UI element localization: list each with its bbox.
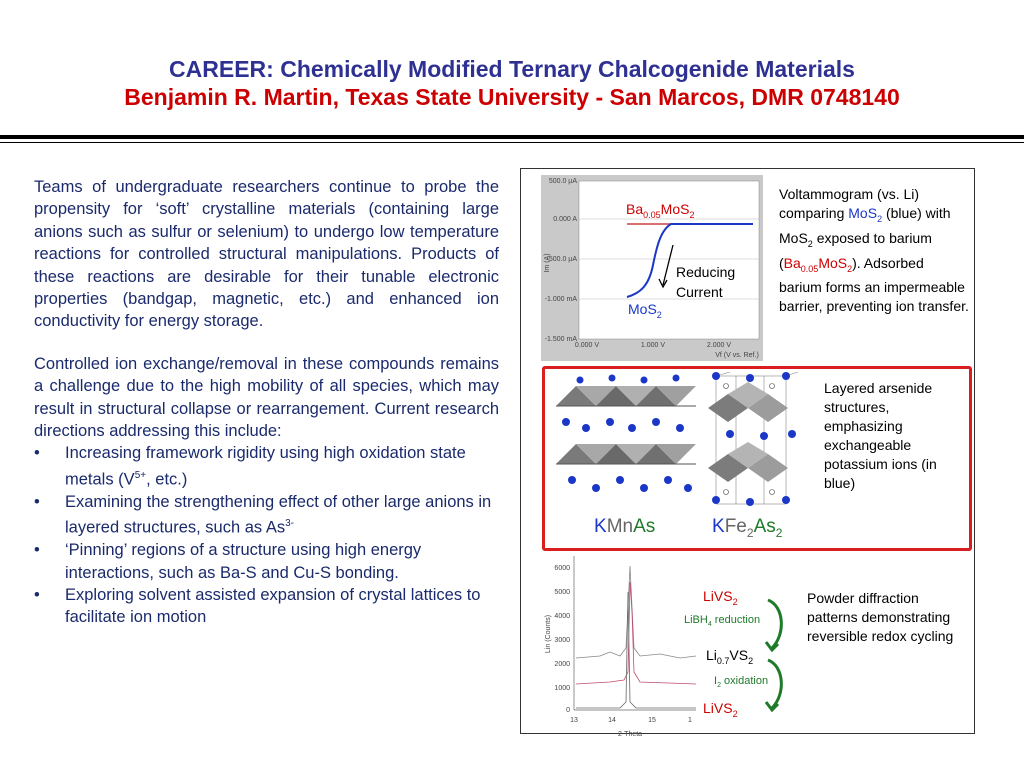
d-ytick-5: 1000 bbox=[554, 685, 570, 692]
d-xtick-1: 14 bbox=[608, 717, 616, 724]
body-text bbox=[34, 176, 499, 629]
label-ba-mos2: $Ba_{0.05}MoS_2$ bbox=[626, 201, 695, 220]
reduction-arrow bbox=[768, 600, 781, 648]
v-ytick-4: -1.500 mA bbox=[544, 336, 577, 343]
v-xtick-0: 0.000 V bbox=[574, 342, 600, 349]
d-xlabel: 2-Theta bbox=[617, 731, 643, 738]
diffraction-caption: Powder diffraction patterns demonstrating reversible redox cycling bbox=[807, 590, 954, 644]
divider-thin bbox=[0, 142, 1024, 143]
d-xtick-2: 15 bbox=[648, 717, 656, 724]
diffraction-chart bbox=[540, 552, 700, 740]
bullet-item-3: • ‘Pinning’ regions of a structure using high energy interactions, such as Ba-S and Cu-S bonding. bbox=[34, 539, 499, 584]
d-ytick-2: 4000 bbox=[554, 613, 570, 620]
label-mos2: MoS$_2$ bbox=[628, 301, 662, 320]
v-ytick-2: -500.0 µA bbox=[546, 256, 577, 263]
structures-caption: Layered arsenide structures, emphasizing exchangeable potassium ions (in blue) bbox=[824, 380, 937, 491]
v-ytick-3: -1.000 mA bbox=[544, 296, 577, 303]
label-livs2-top: LiVS$_2$ bbox=[703, 588, 738, 607]
label-livs2-bottom: LiVS$_2$ bbox=[703, 700, 738, 719]
kmnas-layer-top bbox=[556, 386, 696, 406]
label-kfe2as2: $KFe_2As_2$ bbox=[712, 516, 783, 540]
v-ytick-0: 500.0 µA bbox=[548, 178, 577, 185]
redox-arrows bbox=[762, 594, 792, 720]
v-ytick-1: 0.000 A bbox=[553, 216, 577, 223]
d-xtick-3: 1 bbox=[688, 717, 692, 724]
v-xtick-2: 2.000 V bbox=[706, 342, 732, 349]
d-ytick-6: 0 bbox=[566, 707, 570, 714]
kfe2as2-layer-top bbox=[708, 382, 788, 422]
v-xtick-1: 1.000 V bbox=[640, 342, 666, 349]
paragraph-1: Teams of undergraduate researchers continue to probe the propensity for ‘soft’ crystalline materials (containing large anions such as sulfur or selenium) to undergo low temperature reactions for controlled structural manipulations. Products of these reactions are desirable for their tunable electronic properties (bandgap, magnetic, etc.) and enhanced ion conductivity for energy storage. bbox=[34, 178, 499, 331]
kfe2as2-structure bbox=[702, 372, 800, 510]
kmnas-structure bbox=[552, 372, 698, 510]
divider-thick bbox=[0, 135, 1024, 139]
poster-subtitle: Benjamin R. Martin, Texas State University - San Marcos, DMR 0748140 bbox=[124, 84, 900, 110]
pattern-mid bbox=[576, 582, 696, 684]
d-ytick-0: 6000 bbox=[554, 565, 570, 572]
label-kmnas: KMnAs bbox=[594, 516, 656, 537]
d-xtick-0: 13 bbox=[570, 717, 578, 724]
kmnas-layer-bottom bbox=[556, 444, 696, 464]
label-reducing-current: Reducing Current bbox=[676, 264, 736, 300]
paragraph-2: Controlled ion exchange/removal in these compounds remains a challenge due to the high mobility of all species, which may result in structural collapse or rearrangement. Current research directions addressing this include: bbox=[34, 354, 499, 441]
bullet-item-2: • Examining the strengthening effect of other large anions in layered structures, such as $As^{3-}$ bbox=[34, 491, 499, 539]
label-li07vs2: $Li_{0.7}VS_2$ bbox=[706, 647, 754, 666]
d-ytick-1: 5000 bbox=[554, 589, 570, 596]
label-i2: $I_2$ oxidation bbox=[714, 675, 769, 690]
bullet-item-4: • Exploring solvent assisted expansion of crystal lattices to facilitate ion motion bbox=[34, 584, 499, 629]
bullet-item-1: • Increasing framework rigidity using high oxidation state metals ($V^{5+}$, etc.) bbox=[34, 442, 499, 490]
d-ytick-3: 3000 bbox=[554, 637, 570, 644]
v-ylabel: Im (A) bbox=[544, 253, 551, 273]
oxidation-arrow bbox=[768, 660, 781, 708]
d-ylabel: Lin (Counts) bbox=[545, 614, 552, 654]
pattern-bottom bbox=[576, 592, 696, 708]
bullet-list bbox=[34, 442, 499, 628]
label-libh4: LiBH$_4$ reduction bbox=[684, 614, 761, 629]
kfe2as2-layer-bottom bbox=[708, 442, 788, 482]
pattern-top bbox=[576, 566, 696, 658]
d-ytick-4: 2000 bbox=[554, 661, 570, 668]
poster-title: CAREER: Chemically Modified Ternary Chalcogenide Materials bbox=[169, 56, 855, 82]
v-xlabel: Vf (V vs. Ref.) bbox=[715, 352, 759, 359]
voltammogram-caption: Voltammogram (vs. Li) comparing MoS$_2$ (blue) with MoS$_2$ exposed to barium $(Ba_{0.05}MoS_2)$. Adsorbed barium forms an impermeable barrier, preventing ion transfer. bbox=[779, 186, 969, 315]
